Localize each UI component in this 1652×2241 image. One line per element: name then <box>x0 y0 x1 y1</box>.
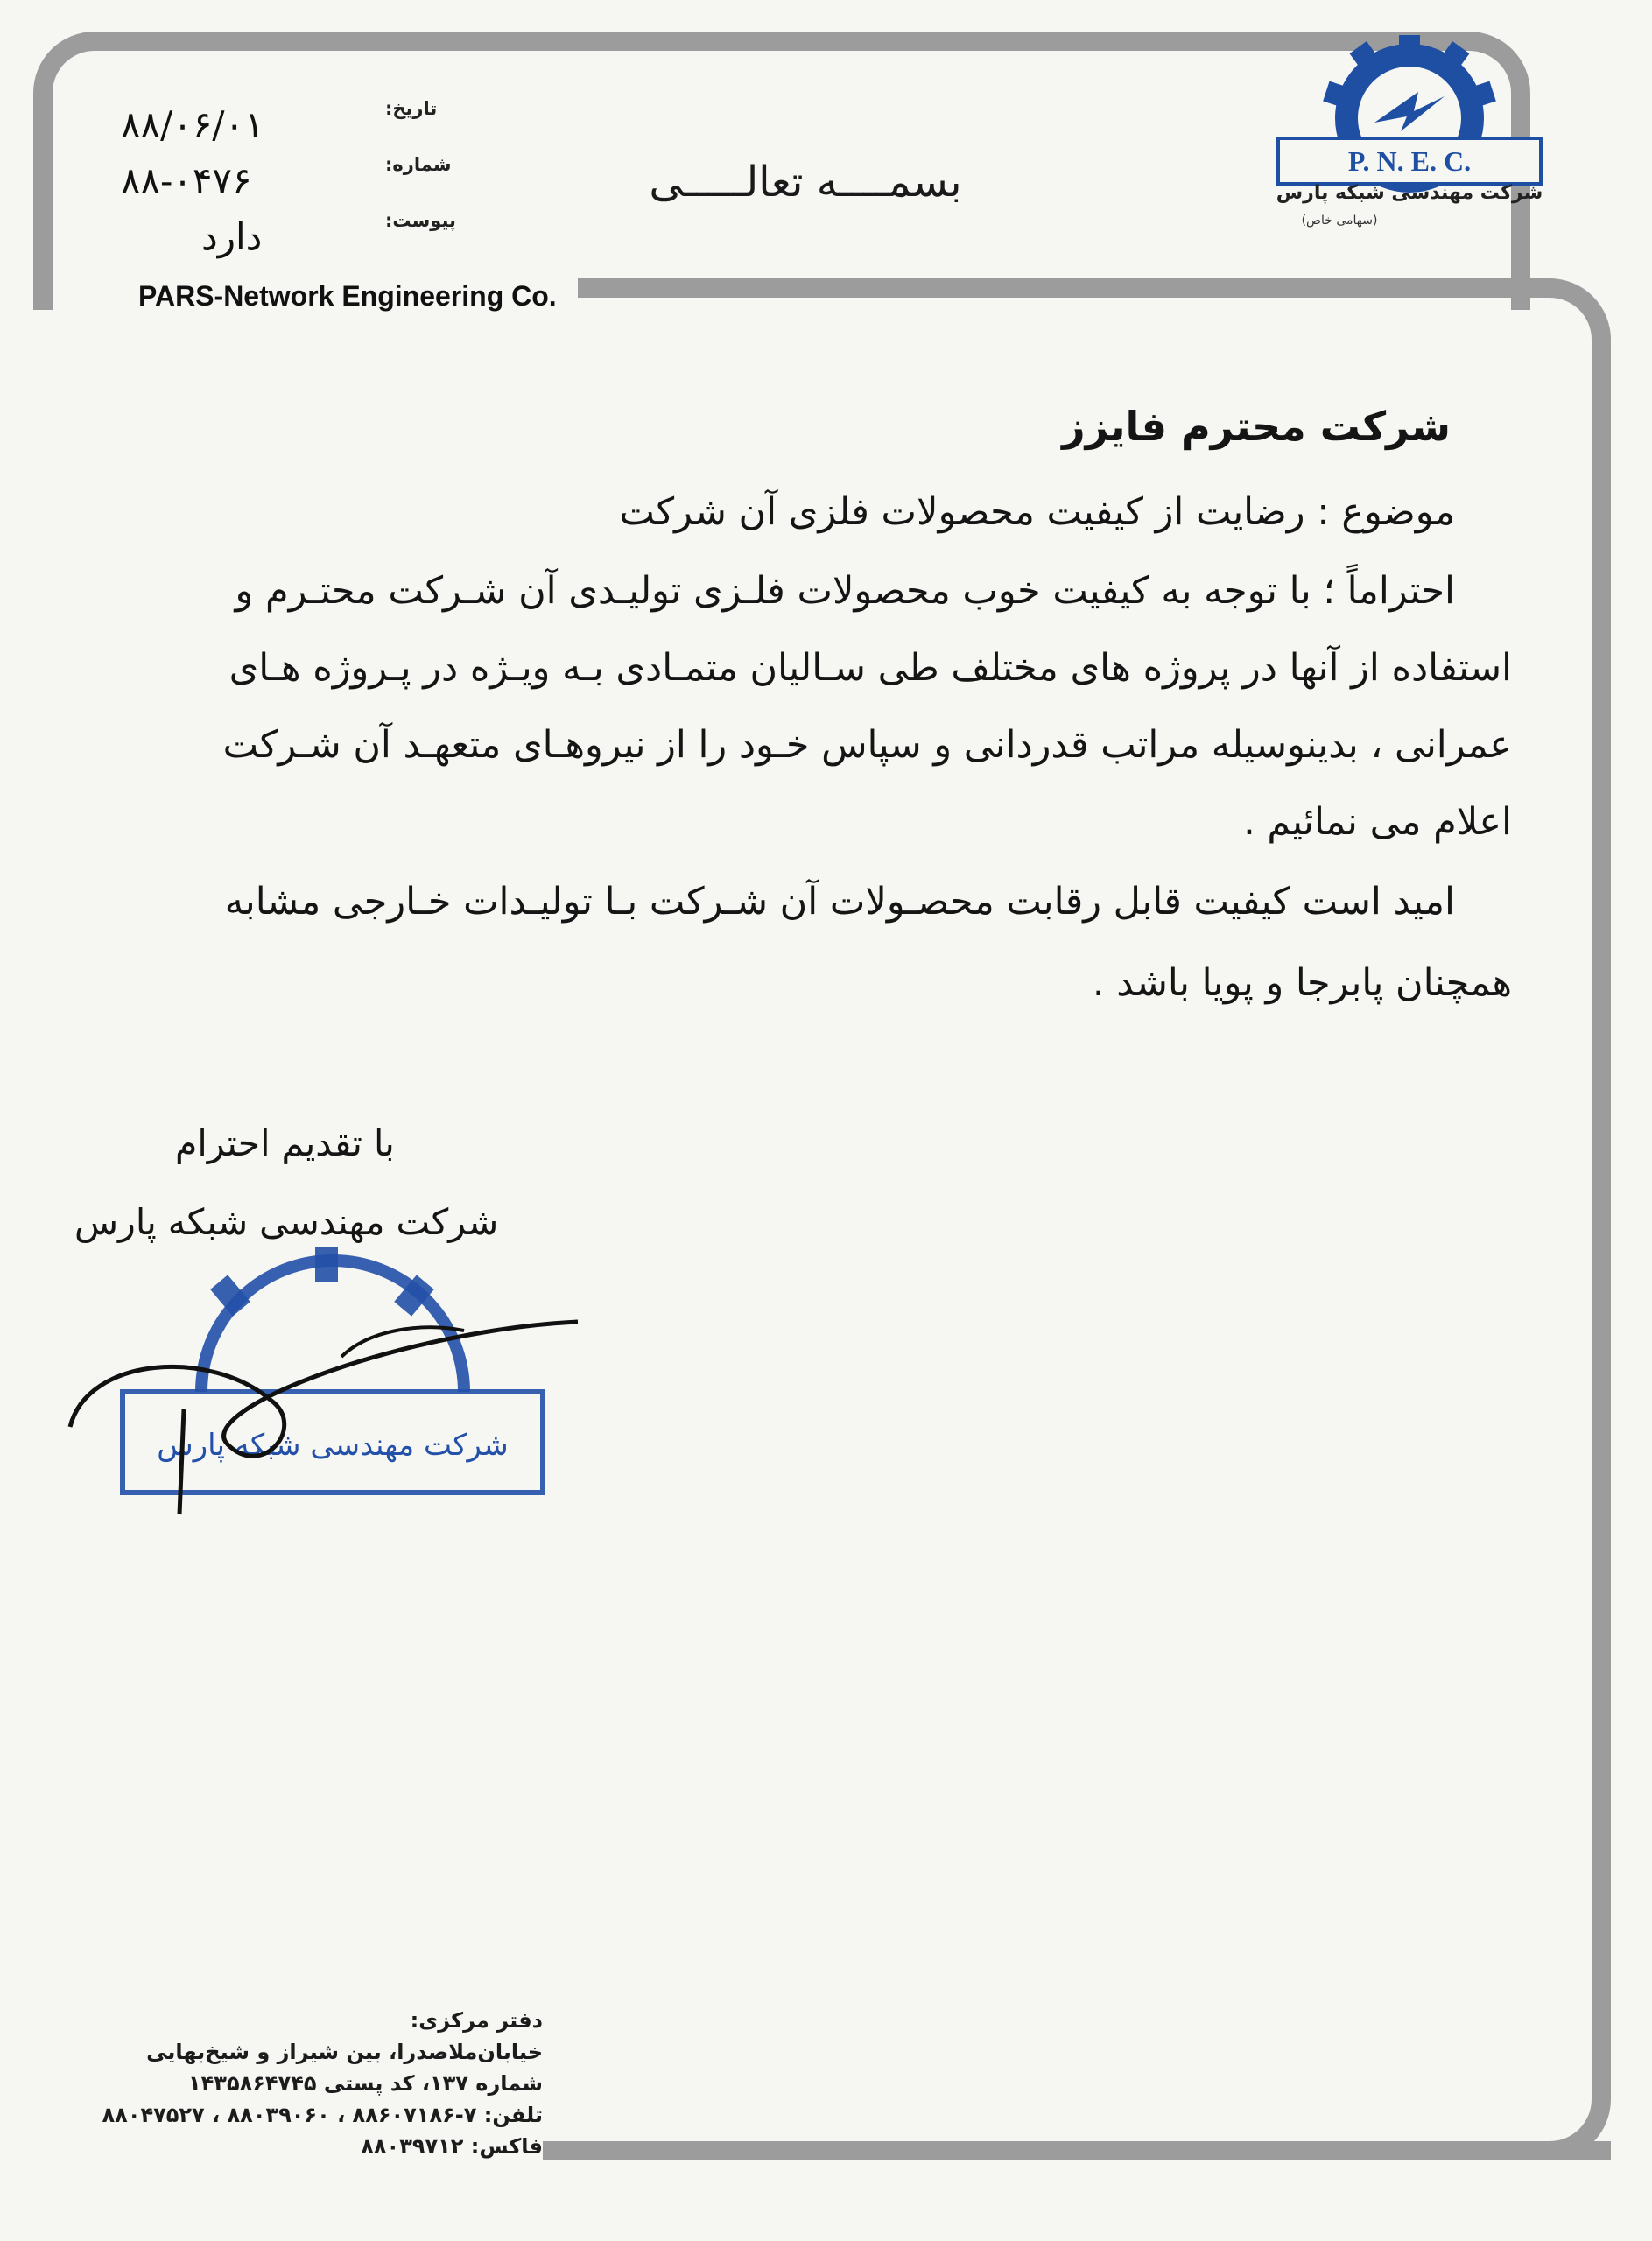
letterhead-frame-right <box>560 278 1611 2160</box>
company-logo <box>1261 35 1558 263</box>
recipient: شرکت محترم فایزز <box>1062 403 1451 450</box>
number-value: ۸۸-۰۴۷۶ <box>121 159 252 202</box>
stamp-text: شرکت مهندسی شبکه پارس <box>157 1428 509 1463</box>
footer-fax: فاکس: ۸۸۰۳۹۷۱۲ <box>361 2134 543 2159</box>
footer-phone: تلفن: ۷-۸۸۶۰۷۱۸۶ ، ۸۸۰۳۹۰۶۰ ، ۸۸۰۴۷۵۲۷ <box>102 2103 543 2127</box>
footer-address-line: خیابان‌ملاصدرا، بین شیراز و شیخ‌بهایی <box>146 2040 543 2064</box>
date-value: ۸۸/۰۶/۰۱ <box>121 103 264 146</box>
logo-initials: P. N. E. C. <box>1347 145 1472 177</box>
attachment-value: دارد <box>201 215 263 258</box>
closing-phrase: با تقدیم احترام <box>175 1122 395 1164</box>
signatory-company: شرکت مهندسی شبکه پارس <box>74 1201 499 1243</box>
body-line: استفاده از آنها در پروژه های مختلف طی سـالیان متمـادی بـه ویـژه در پـروژه هـای <box>228 646 1512 690</box>
logo-company-name: شرکت مهندسی شبکه پارس <box>1276 182 1543 204</box>
attachment-label: پیوست: <box>385 210 456 231</box>
body-line: امید است کیفیت قابل رقابت محصـولات آن شـرکت بـا تولیـدات خـارجی مشابه <box>224 880 1455 924</box>
footer-office-label: دفتر مرکزی: <box>410 2008 543 2033</box>
number-label: شماره: <box>385 154 452 175</box>
company-stamp <box>53 1226 595 1523</box>
body-line: احتراماً ؛ با توجه به کیفیت خوب محصولات فلـزی تولیـدی آن شـرکت محتـرم و <box>235 569 1455 613</box>
logo-company-type: (سهامی خاص) <box>1301 214 1378 228</box>
body-line: همچنان پابرجا و پویا باشد . <box>1092 961 1512 1005</box>
bismillah-heading: بسمــــه تعالـــــی <box>649 158 962 207</box>
company-name-latin: PARS-Network Engineering Co. <box>138 280 557 312</box>
date-label: تاریخ: <box>385 98 438 119</box>
letterhead-frame-bottom <box>543 2141 1611 2160</box>
subject-line: موضوع : رضایت از کیفیت محصولات فلزی آن شرکت <box>619 490 1455 534</box>
body-line: اعلام می نمائیم . <box>1243 800 1512 844</box>
body-line: عمرانی ، بدینوسیله مراتب قدردانی و سپاس خـود را از نیروهـای متعهـد آن شـرکت <box>222 723 1512 767</box>
footer-address-line: شماره ۱۳۷، کد پستی ۱۴۳۵۸۶۴۷۴۵ <box>188 2071 543 2096</box>
